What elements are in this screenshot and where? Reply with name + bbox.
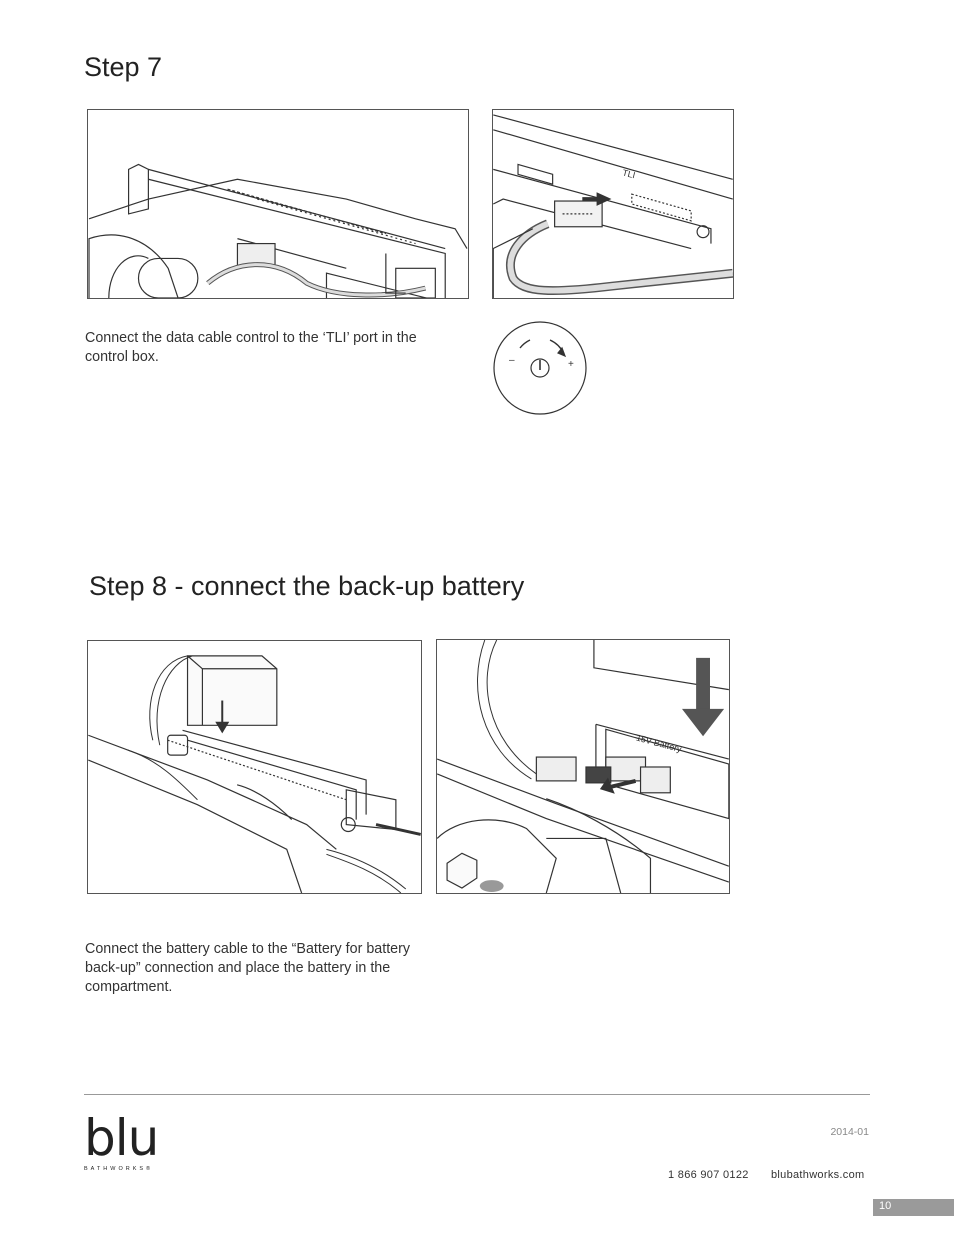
blu-bathworks-logo — [84, 1109, 164, 1182]
step7-tli-port-closeup-illustration — [492, 109, 734, 299]
logo-subtext: BATHWORKS® — [84, 1166, 154, 1172]
step8-title: Step 8 - connect the back-up battery — [89, 571, 525, 601]
step8-battery-connector-closeup-illustration — [436, 639, 730, 894]
document-date: 2014-01 — [830, 1126, 869, 1138]
step8-battery-compartment-illustration — [87, 640, 422, 894]
step7-control-box-illustration — [87, 109, 469, 299]
footer-website[interactable]: blubathworks.com — [771, 1169, 865, 1181]
control-dial-illustration — [492, 320, 588, 416]
dial-plus-label: + — [568, 359, 574, 370]
tli-port-label: TLI — [621, 167, 637, 181]
footer-phone: 1 866 907 0122 — [668, 1169, 749, 1181]
step7-description: Connect the data cable control to the ‘TLI’ port in the control box. — [85, 330, 417, 365]
page-number: 10 — [879, 1200, 892, 1212]
logo-wordmark: blu — [84, 1109, 159, 1167]
footer-divider — [84, 1094, 870, 1095]
page-number-tab — [873, 1199, 954, 1216]
dial-minus-label: – — [509, 355, 515, 366]
battery-port-label: 15V Battery — [635, 732, 683, 755]
step7-title: Step 7 — [84, 52, 163, 82]
step8-description: Connect the battery cable to the “Battery for battery back-up” connection and place the battery in the compartment. — [85, 941, 411, 995]
